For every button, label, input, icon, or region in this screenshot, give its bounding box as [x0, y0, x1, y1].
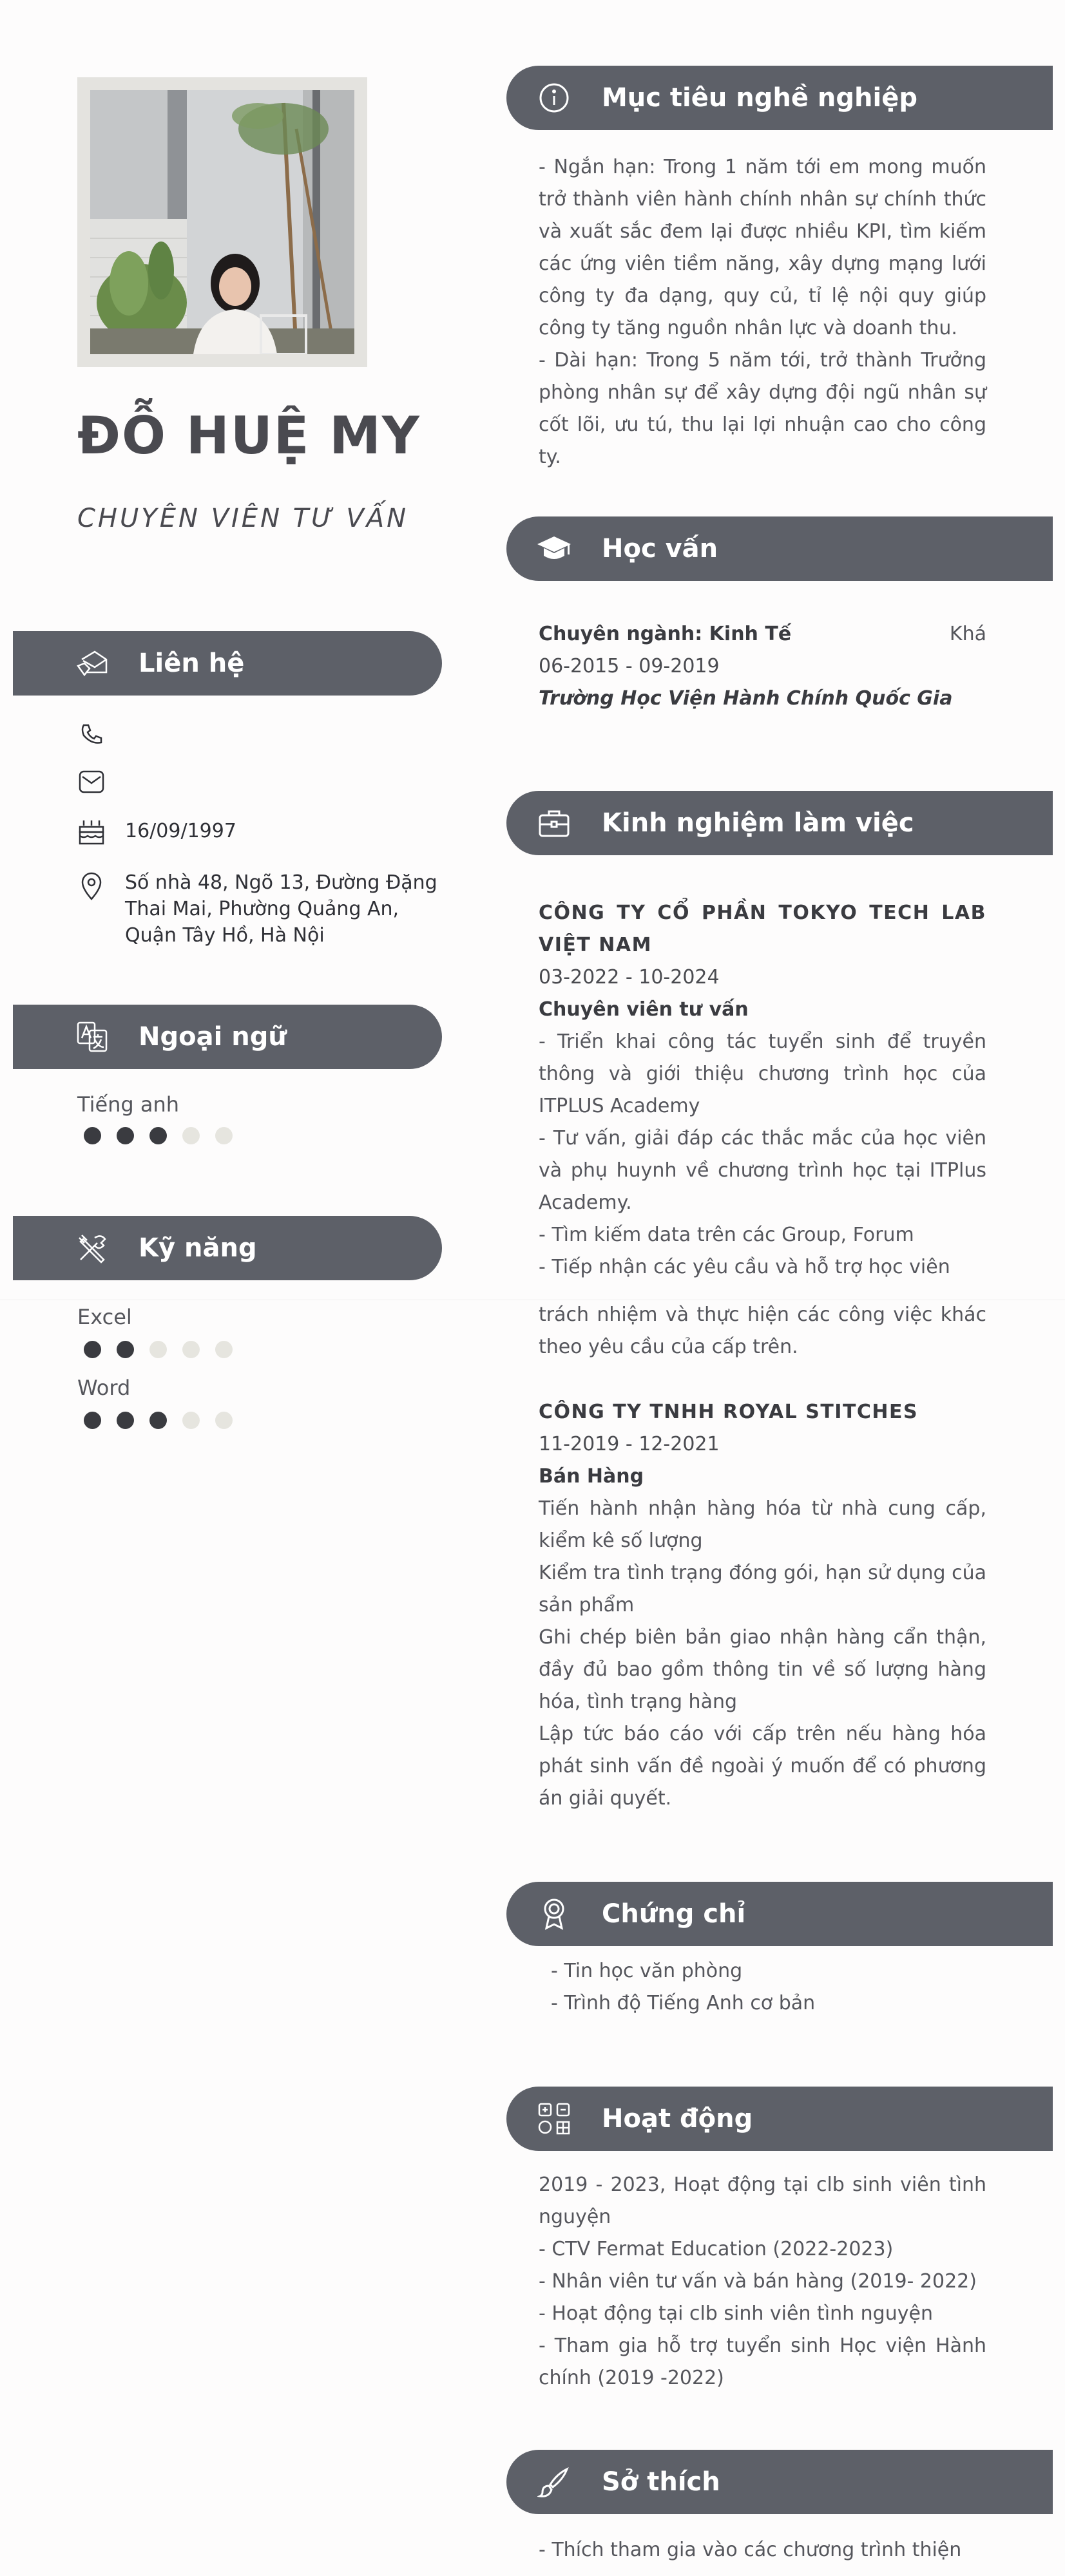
location-pin-icon	[77, 872, 106, 900]
rating-dot	[117, 1412, 134, 1429]
rating-dot	[84, 1127, 101, 1144]
objective-short-term: - Ngắn hạn: Trong 1 năm tới em mong muốn trở thành viên hành chính nhân sự chính thức và xuất sắc đem lại được nhiều KPI, tìm kiếm các ứng viên tiềm năng, xây dựng mạng lưới công ty đa dạng, quy củ, tỉ lệ nội quy giúp công ty tăng nguồn nhân lực và doanh thu.	[539, 156, 986, 339]
job-detail: Lập tức báo cáo với cấp trên nếu hàng hóa phát sinh vấn đề ngoài ý muốn để có phương án giải quyết.	[539, 1723, 986, 1810]
brush-icon	[536, 2464, 572, 2500]
skills-header	[13, 1216, 442, 1280]
rating-dot	[117, 1341, 134, 1358]
experience-job-2	[539, 1396, 986, 1815]
rating-dot	[149, 1412, 167, 1429]
skill-level-dots	[84, 1341, 233, 1358]
activities-header	[506, 2087, 1053, 2151]
objective-header	[506, 66, 1053, 130]
contact-email-row	[77, 768, 447, 796]
job-detail: Ghi chép biên bản giao nhận hàng cẩn thận, đầy đủ bao gồm thông tin về số lượng hàng hóa, tình trạng hàng	[539, 1626, 986, 1713]
activity-item: - Tham gia hỗ trợ tuyển sinh Học viện Hành chính (2019 -2022)	[539, 2334, 986, 2389]
education-major-row	[539, 618, 986, 650]
education-period: 06-2015 - 09-2019	[539, 655, 720, 677]
experience-job-1	[539, 897, 986, 1363]
job-company: CÔNG TY TNHH ROYAL STITCHES	[539, 1401, 919, 1423]
candidate-name: ĐỖ HUỆ MY	[77, 406, 421, 466]
briefcase-icon	[536, 805, 572, 841]
education-major: Chuyên ngành: Kinh Tế	[539, 623, 792, 645]
job-role: Chuyên viên tư vấn	[539, 998, 749, 1021]
job-period: 11-2019 - 12-2021	[539, 1433, 720, 1455]
tools-icon	[74, 1230, 110, 1266]
email-icon	[77, 768, 106, 796]
hobbies-header	[506, 2450, 1053, 2514]
job-detail: - Tư vấn, giải đáp các thắc mắc của học viên và phụ huynh về chương trình học tại ITPlus Academy.	[539, 1127, 986, 1214]
contact-address: Số nhà 48, Ngõ 13, Đường Đặng Thai Mai, Phường Quảng An, Quận Tây Hồ, Hà Nội	[125, 871, 437, 947]
experience-heading: Kinh nghiệm làm việc	[602, 808, 914, 838]
objective-heading: Mục tiêu nghề nghiệp	[602, 83, 917, 113]
job-detail: Tiến hành nhận hàng hóa từ nhà cung cấp, kiểm kê số lượng	[539, 1497, 986, 1552]
objective-body	[539, 151, 986, 473]
profile-photo-frame	[77, 77, 367, 367]
activity-item: - CTV Fermat Education (2022-2023)	[539, 2238, 894, 2260]
contact-birthday: 16/09/1997	[125, 820, 236, 842]
activity-item: - Hoạt động tại clb sinh viên tình nguyện	[539, 2302, 933, 2325]
hobbies-list	[539, 2534, 986, 2566]
certificates-header	[506, 1882, 1053, 1946]
certificates-list	[551, 1955, 999, 2020]
birthday-cake-icon	[77, 818, 106, 846]
phone-icon	[77, 720, 106, 748]
graduation-cap-icon	[536, 531, 572, 567]
rating-dot	[182, 1341, 200, 1358]
contact-birthday-row	[77, 818, 447, 846]
education-school: Trường Học Viện Hành Chính Quốc Gia	[539, 687, 953, 710]
rating-dot	[215, 1341, 233, 1358]
rating-dot	[149, 1341, 167, 1358]
envelope-hand-icon	[74, 645, 110, 681]
rating-dot	[117, 1127, 134, 1144]
rating-dot	[149, 1127, 167, 1144]
contact-header	[13, 631, 442, 696]
rating-dot	[182, 1412, 200, 1429]
skills-heading: Kỹ năng	[139, 1233, 257, 1263]
job-detail: - Tìm kiếm data trên các Group, Forum	[539, 1224, 914, 1246]
contact-heading: Liên hệ	[139, 649, 245, 678]
activity-item: 2019 - 2023, Hoạt động tại clb sinh viên tình nguyện	[539, 2174, 986, 2228]
skill-level-dots	[84, 1412, 233, 1429]
rating-dot	[182, 1127, 200, 1144]
hobby-item: - Thích tham gia vào các chương trình thiện	[539, 2539, 962, 2561]
education-heading: Học vấn	[602, 534, 718, 564]
languages-heading: Ngoại ngữ	[139, 1022, 287, 1052]
rating-dot	[215, 1412, 233, 1429]
certificate-item: - Tin học văn phòng	[551, 1960, 743, 1982]
job-role: Bán Hàng	[539, 1465, 644, 1488]
rating-dot	[215, 1127, 233, 1144]
job-detail: - Triển khai công tác tuyển sinh để truyền thông và giới thiệu chương trình học của ITPLUS Academy	[539, 1030, 986, 1117]
hobbies-heading: Sở thích	[602, 2467, 720, 2497]
job-period: 03-2022 - 10-2024	[539, 966, 720, 989]
skill-name: Word	[77, 1376, 131, 1400]
info-icon	[536, 80, 572, 116]
activities-list	[539, 2169, 986, 2394]
education-body	[539, 618, 986, 715]
experience-header	[506, 791, 1053, 855]
award-icon	[536, 1896, 572, 1932]
language-name: Tiếng anh	[77, 1092, 180, 1117]
education-header	[506, 516, 1053, 581]
profile-photo	[90, 90, 354, 354]
candidate-title: CHUYÊN VIÊN TƯ VẤN	[77, 504, 409, 533]
job-detail: trách nhiệm và thực hiện các công việc khác theo yêu cầu của cấp trên.	[539, 1303, 986, 1358]
skill-name: Excel	[77, 1305, 132, 1329]
job-company: CÔNG TY CỔ PHẦN TOKYO TECH LAB VIỆT NAM	[539, 902, 986, 956]
certificates-heading: Chứng chỉ	[602, 1899, 746, 1929]
activity-item: - Nhân viên tư vấn và bán hàng (2019- 2022)	[539, 2270, 977, 2293]
certificate-item: - Trình độ Tiếng Anh cơ bản	[551, 1992, 816, 2014]
rating-dot	[84, 1412, 101, 1429]
job-detail: Kiểm tra tình trạng đóng gói, hạn sử dụng của sản phẩm	[539, 1562, 986, 1616]
translate-icon	[74, 1019, 110, 1055]
language-level-dots	[84, 1127, 233, 1144]
job-detail: - Tiếp nhận các yêu cầu và hỗ trợ học viên	[539, 1256, 950, 1278]
activities-icon	[536, 2101, 572, 2137]
languages-header	[13, 1005, 442, 1069]
education-grade: Khá	[949, 623, 986, 645]
contact-address-row	[77, 869, 447, 949]
rating-dot	[84, 1341, 101, 1358]
objective-long-term: - Dài hạn: Trong 5 năm tới, trở thành Trưởng phòng nhân sự để xây dựng đội ngũ nhân sự cốt lõi, ưu tú, thu lại lợi nhuận cao cho công ty.	[539, 349, 986, 468]
contact-phone-row	[77, 720, 447, 748]
activities-heading: Hoạt động	[602, 2104, 753, 2134]
